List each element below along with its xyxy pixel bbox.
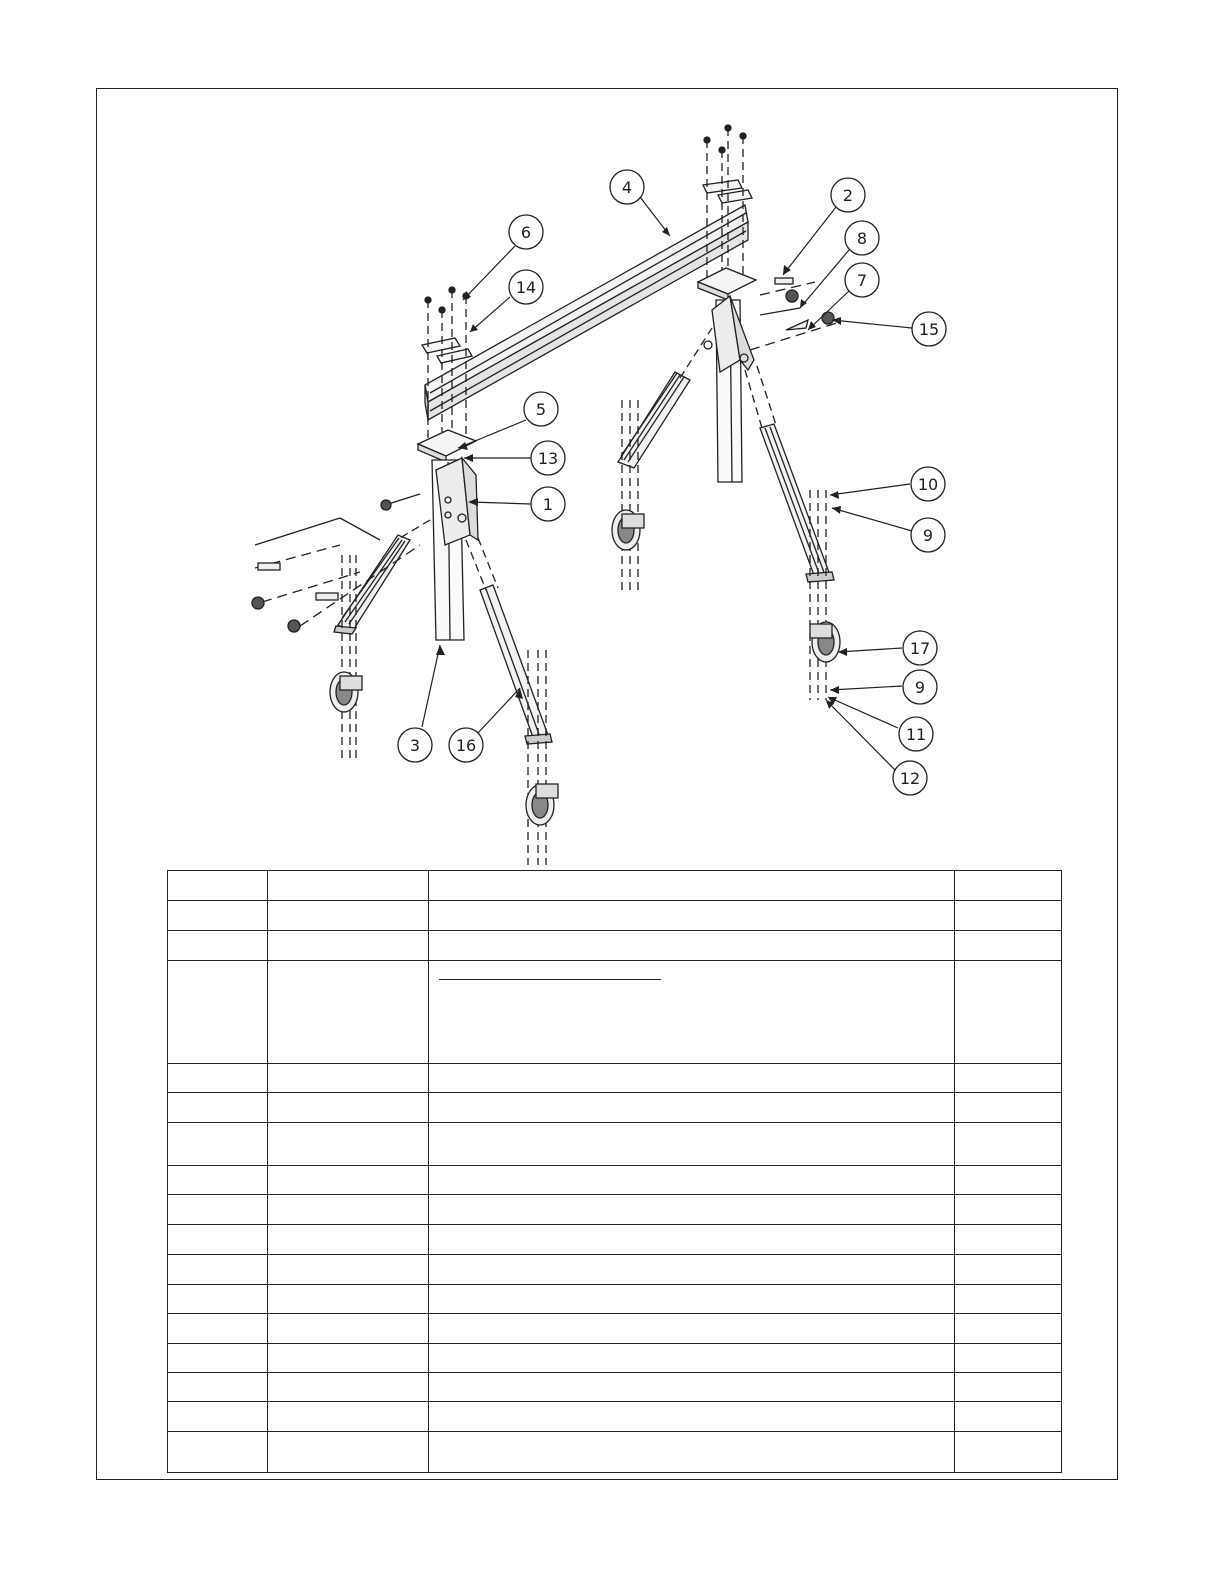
table-cell	[168, 1314, 268, 1344]
table-cell	[268, 1285, 429, 1314]
table-cell	[268, 1195, 429, 1225]
table-cell	[268, 1344, 429, 1373]
table-row	[168, 1123, 1062, 1166]
callout-number: 4	[621, 178, 633, 197]
table-cell	[955, 961, 1062, 1064]
table-cell	[168, 1285, 268, 1314]
table-cell	[955, 1432, 1062, 1473]
table-cell	[429, 1195, 955, 1225]
table-header-cell	[429, 871, 955, 901]
underline-rule	[439, 979, 661, 980]
table-cell	[955, 1402, 1062, 1432]
table-cell	[955, 931, 1062, 961]
callout-16	[449, 728, 483, 762]
callout-number: 15	[918, 320, 940, 339]
table-row	[168, 931, 1062, 961]
table-cell	[429, 1285, 955, 1314]
table-row	[168, 1432, 1062, 1473]
table-row	[168, 1373, 1062, 1402]
callout-number: 17	[909, 639, 931, 658]
table-cell	[168, 1373, 268, 1402]
table-cell	[429, 1093, 955, 1123]
table-row	[168, 1225, 1062, 1255]
callout-12	[893, 761, 927, 795]
table-cell	[168, 1432, 268, 1473]
table-cell	[268, 1093, 429, 1123]
right-end-frame	[618, 268, 834, 582]
table-header-cell	[168, 871, 268, 901]
callout-5	[524, 392, 558, 426]
table-row	[168, 1255, 1062, 1285]
callout-number: 13	[537, 449, 559, 468]
table-row	[168, 1064, 1062, 1093]
callout-13	[531, 441, 565, 475]
table-row	[168, 961, 1062, 1064]
table-header-cell	[268, 871, 429, 901]
table-cell	[168, 1093, 268, 1123]
table-cell	[429, 1064, 955, 1093]
table-cell	[268, 1064, 429, 1093]
callout-10	[911, 467, 945, 501]
table-cell	[268, 901, 429, 931]
callout-17	[903, 631, 937, 665]
table-cell	[429, 1225, 955, 1255]
table-cell	[168, 1255, 268, 1285]
table-cell	[955, 1166, 1062, 1195]
table-cell	[429, 1373, 955, 1402]
table-cell	[168, 901, 268, 931]
i-beam	[425, 205, 748, 420]
table-cell	[429, 931, 955, 961]
table-row	[168, 1166, 1062, 1195]
callout-number: 11	[905, 725, 927, 744]
table-row	[168, 1195, 1062, 1225]
table-cell	[429, 1314, 955, 1344]
callout-number: 6	[520, 223, 532, 242]
callout-4	[610, 170, 644, 204]
callout-1	[531, 487, 565, 521]
table-cell	[429, 1255, 955, 1285]
table-cell	[429, 1166, 955, 1195]
table-cell	[429, 1432, 955, 1473]
table-cell	[268, 1255, 429, 1285]
table-header-row	[168, 871, 1062, 901]
table-cell	[955, 1195, 1062, 1225]
callout-8	[845, 221, 879, 255]
left-caster-1	[330, 555, 362, 760]
table-cell	[429, 1123, 955, 1166]
table-cell	[955, 1225, 1062, 1255]
table-cell	[168, 1195, 268, 1225]
table-cell	[955, 1064, 1062, 1093]
table-cell	[268, 1373, 429, 1402]
callout-9	[911, 518, 945, 552]
table-cell	[268, 1123, 429, 1166]
right-caster-2	[810, 490, 840, 700]
callout-number: 2	[842, 186, 854, 205]
table-cell	[955, 1255, 1062, 1285]
callout-number: 7	[856, 271, 868, 290]
table-row	[168, 901, 1062, 931]
callout-number: 12	[899, 769, 921, 788]
callout-3	[398, 728, 432, 762]
table-cell	[955, 1373, 1062, 1402]
right-pin-hardware	[750, 278, 840, 350]
table-cell	[268, 1432, 429, 1473]
callout-14	[509, 270, 543, 304]
table-cell	[429, 901, 955, 931]
table-cell	[268, 931, 429, 961]
left-caster-2	[526, 650, 558, 865]
table-cell	[168, 1166, 268, 1195]
callout-11	[899, 717, 933, 751]
callout-9	[903, 670, 937, 704]
table-cell	[268, 1166, 429, 1195]
table-cell	[268, 1314, 429, 1344]
table-cell	[168, 1402, 268, 1432]
callout-number: 14	[515, 278, 537, 297]
callout-2	[831, 178, 865, 212]
table-row	[168, 1314, 1062, 1344]
parts-list-table	[167, 870, 1062, 1473]
callout-15	[912, 312, 946, 346]
callout-number: 3	[409, 736, 421, 755]
table-cell	[955, 1285, 1062, 1314]
callout-6	[509, 215, 543, 249]
table-cell	[429, 961, 955, 1064]
table-row	[168, 1093, 1062, 1123]
table-cell	[168, 1064, 268, 1093]
table-cell	[168, 961, 268, 1064]
table-cell	[429, 1344, 955, 1373]
table-header-cell	[955, 871, 1062, 901]
table-cell	[955, 1314, 1062, 1344]
callout-number: 16	[455, 736, 477, 755]
table-row	[168, 1344, 1062, 1373]
callout-number: 8	[856, 229, 868, 248]
table-cell	[429, 1402, 955, 1432]
callout-number: 5	[535, 400, 547, 419]
table-cell	[268, 1402, 429, 1432]
callout-number: 9	[914, 678, 926, 697]
table-cell	[168, 1344, 268, 1373]
table-cell	[955, 901, 1062, 931]
table-cell	[168, 931, 268, 961]
table-cell	[955, 1123, 1062, 1166]
callout-number: 9	[922, 526, 934, 545]
callout-7	[845, 263, 879, 297]
table-cell	[268, 961, 429, 1064]
table-cell	[268, 1225, 429, 1255]
table-row	[168, 1285, 1062, 1314]
callout-number: 1	[542, 495, 554, 514]
callout-number: 10	[917, 475, 939, 494]
table-cell	[955, 1093, 1062, 1123]
table-cell	[168, 1123, 268, 1166]
table-row	[168, 1402, 1062, 1432]
table-cell	[168, 1225, 268, 1255]
table-cell	[955, 1344, 1062, 1373]
